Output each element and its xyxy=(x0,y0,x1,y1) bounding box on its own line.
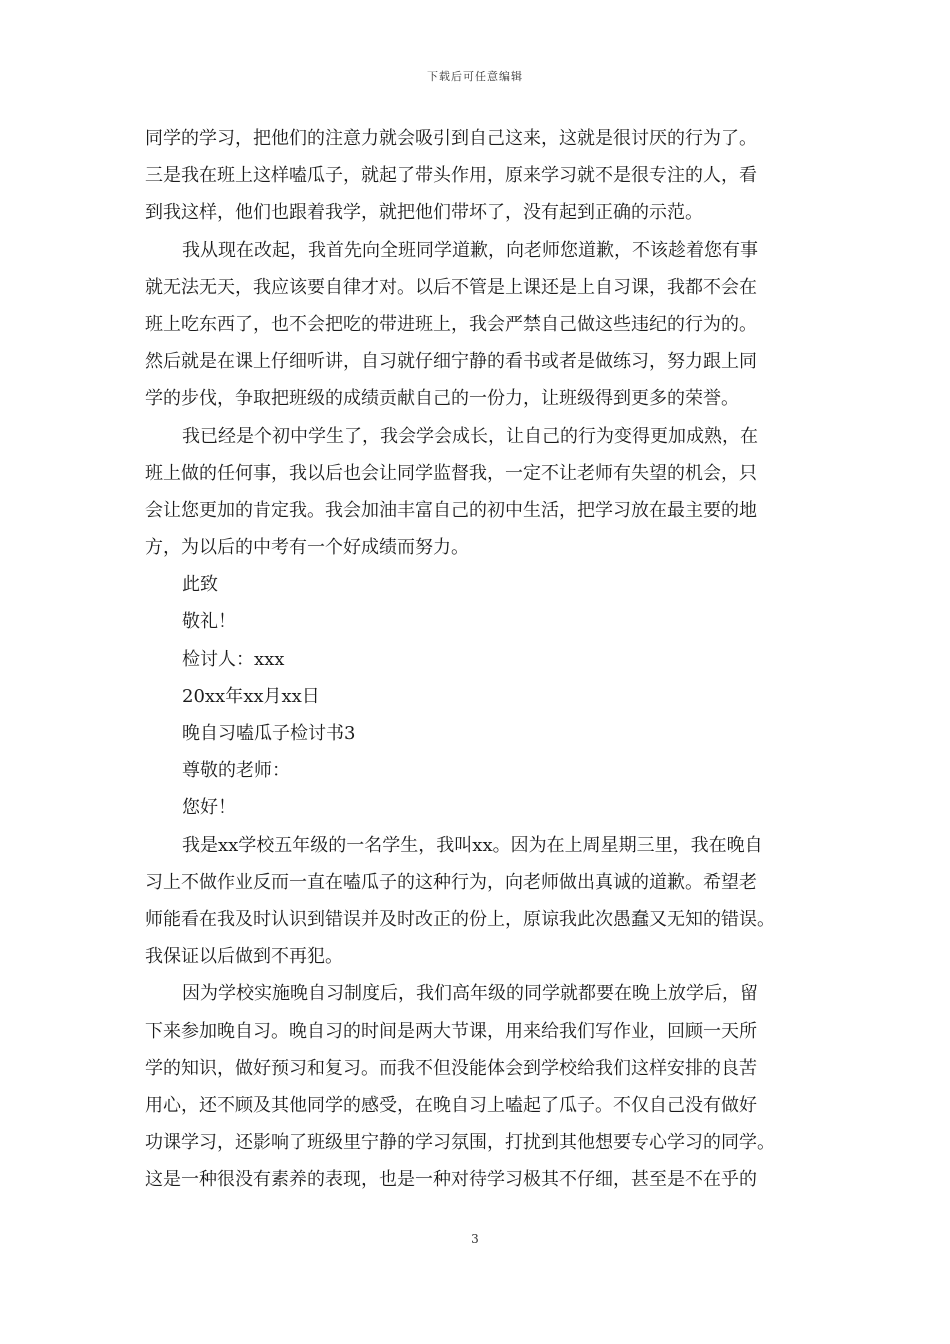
text-line: 这是一种很没有素养的表现，也是一种对待学习极其不仔细，甚至是不在乎的 xyxy=(145,1169,757,1191)
text-line: 功课学习，还影响了班级里宁静的学习氛围，打扰到其他想要专心学习的同学。 xyxy=(145,1132,775,1154)
text-line: 三是我在班上这样嗑瓜子，就起了带头作用，原来学习就不是很专注的人，看 xyxy=(145,165,757,187)
text-line: 班上做的任何事，我以后也会让同学监督我，一定不让老师有失望的机会，只 xyxy=(145,462,757,484)
text-line: 用心，还不顾及其他同学的感受，在晚自习上嗑起了瓜子。不仅自己没有做好 xyxy=(145,1094,757,1116)
greeting-line: 您好！ xyxy=(182,797,236,819)
text-line: 到我这样，他们也跟着我学，就把他们带坏了，没有起到正确的示范。 xyxy=(145,202,703,224)
text-line: 会让您更加的肯定我。我会加油丰富自己的初中生活，把学习放在最主要的地 xyxy=(145,499,757,521)
text-line: 我是xx学校五年级的一名学生，我叫xx。因为在上周星期三里，我在晚自 xyxy=(182,834,763,856)
text-line: 同学的学习，把他们的注意力就会吸引到自己这来，这就是很讨厌的行为了。 xyxy=(145,128,757,149)
document-body xyxy=(145,120,825,1198)
text-line: 然后就是在课上仔细听讲，自习就仔细宁静的看书或者是做练习，努力跟上同 xyxy=(145,351,757,373)
section-title: 晚自习嗑瓜子检讨书3 xyxy=(182,723,356,744)
salute-line: 敬礼！ xyxy=(182,611,236,633)
text-line: 我已经是个初中学生了，我会学会成长，让自己的行为变得更加成熟，在 xyxy=(182,425,758,447)
header-note: 下载后可任意编辑 xyxy=(427,70,523,83)
page-number: 3 xyxy=(471,1232,479,1246)
text-line: 学的步伐，争取把班级的成绩贡献自己的一份力，让班级得到更多的荣誉。 xyxy=(145,388,739,410)
text-line: 就无法无天，我应该要自律才对。以后不管是上课还是上自习课，我都不会在 xyxy=(145,276,757,298)
text-line: 师能看在我及时认识到错误并及时改正的份上，原谅我此次愚蠢又无知的错误。 xyxy=(145,908,775,930)
text-line: 下来参加晚自习。晚自习的时间是两大节课，用来给我们写作业，回顾一天所 xyxy=(145,1020,757,1042)
greeting-line: 尊敬的老师： xyxy=(182,760,290,782)
date-line: 20xx年xx月xx日 xyxy=(182,685,320,707)
text-line: 我从现在改起，我首先向全班同学道歉，向老师您道歉，不该趁着您有事 xyxy=(182,239,758,261)
text-line: 习上不做作业反而一直在嗑瓜子的这种行为，向老师做出真诚的道歉。希望老 xyxy=(145,871,757,893)
text-line: 方，为以后的中考有一个好成绩而努力。 xyxy=(145,537,469,559)
text-line: 学的知识，做好预习和复习。而我不但没能体会到学校给我们这样安排的良苦 xyxy=(145,1057,757,1079)
author-line: 检讨人：xxx xyxy=(182,648,285,670)
text-line: 我保证以后做到不再犯。 xyxy=(145,946,343,968)
text-line: 班上吃东西了，也不会把吃的带进班上，我会严禁自己做这些违纪的行为的。 xyxy=(145,313,757,335)
text-line: 因为学校实施晚自习制度后，我们高年级的同学就都要在晚上放学后，留 xyxy=(182,983,758,1005)
closing-line: 此致 xyxy=(182,574,218,596)
